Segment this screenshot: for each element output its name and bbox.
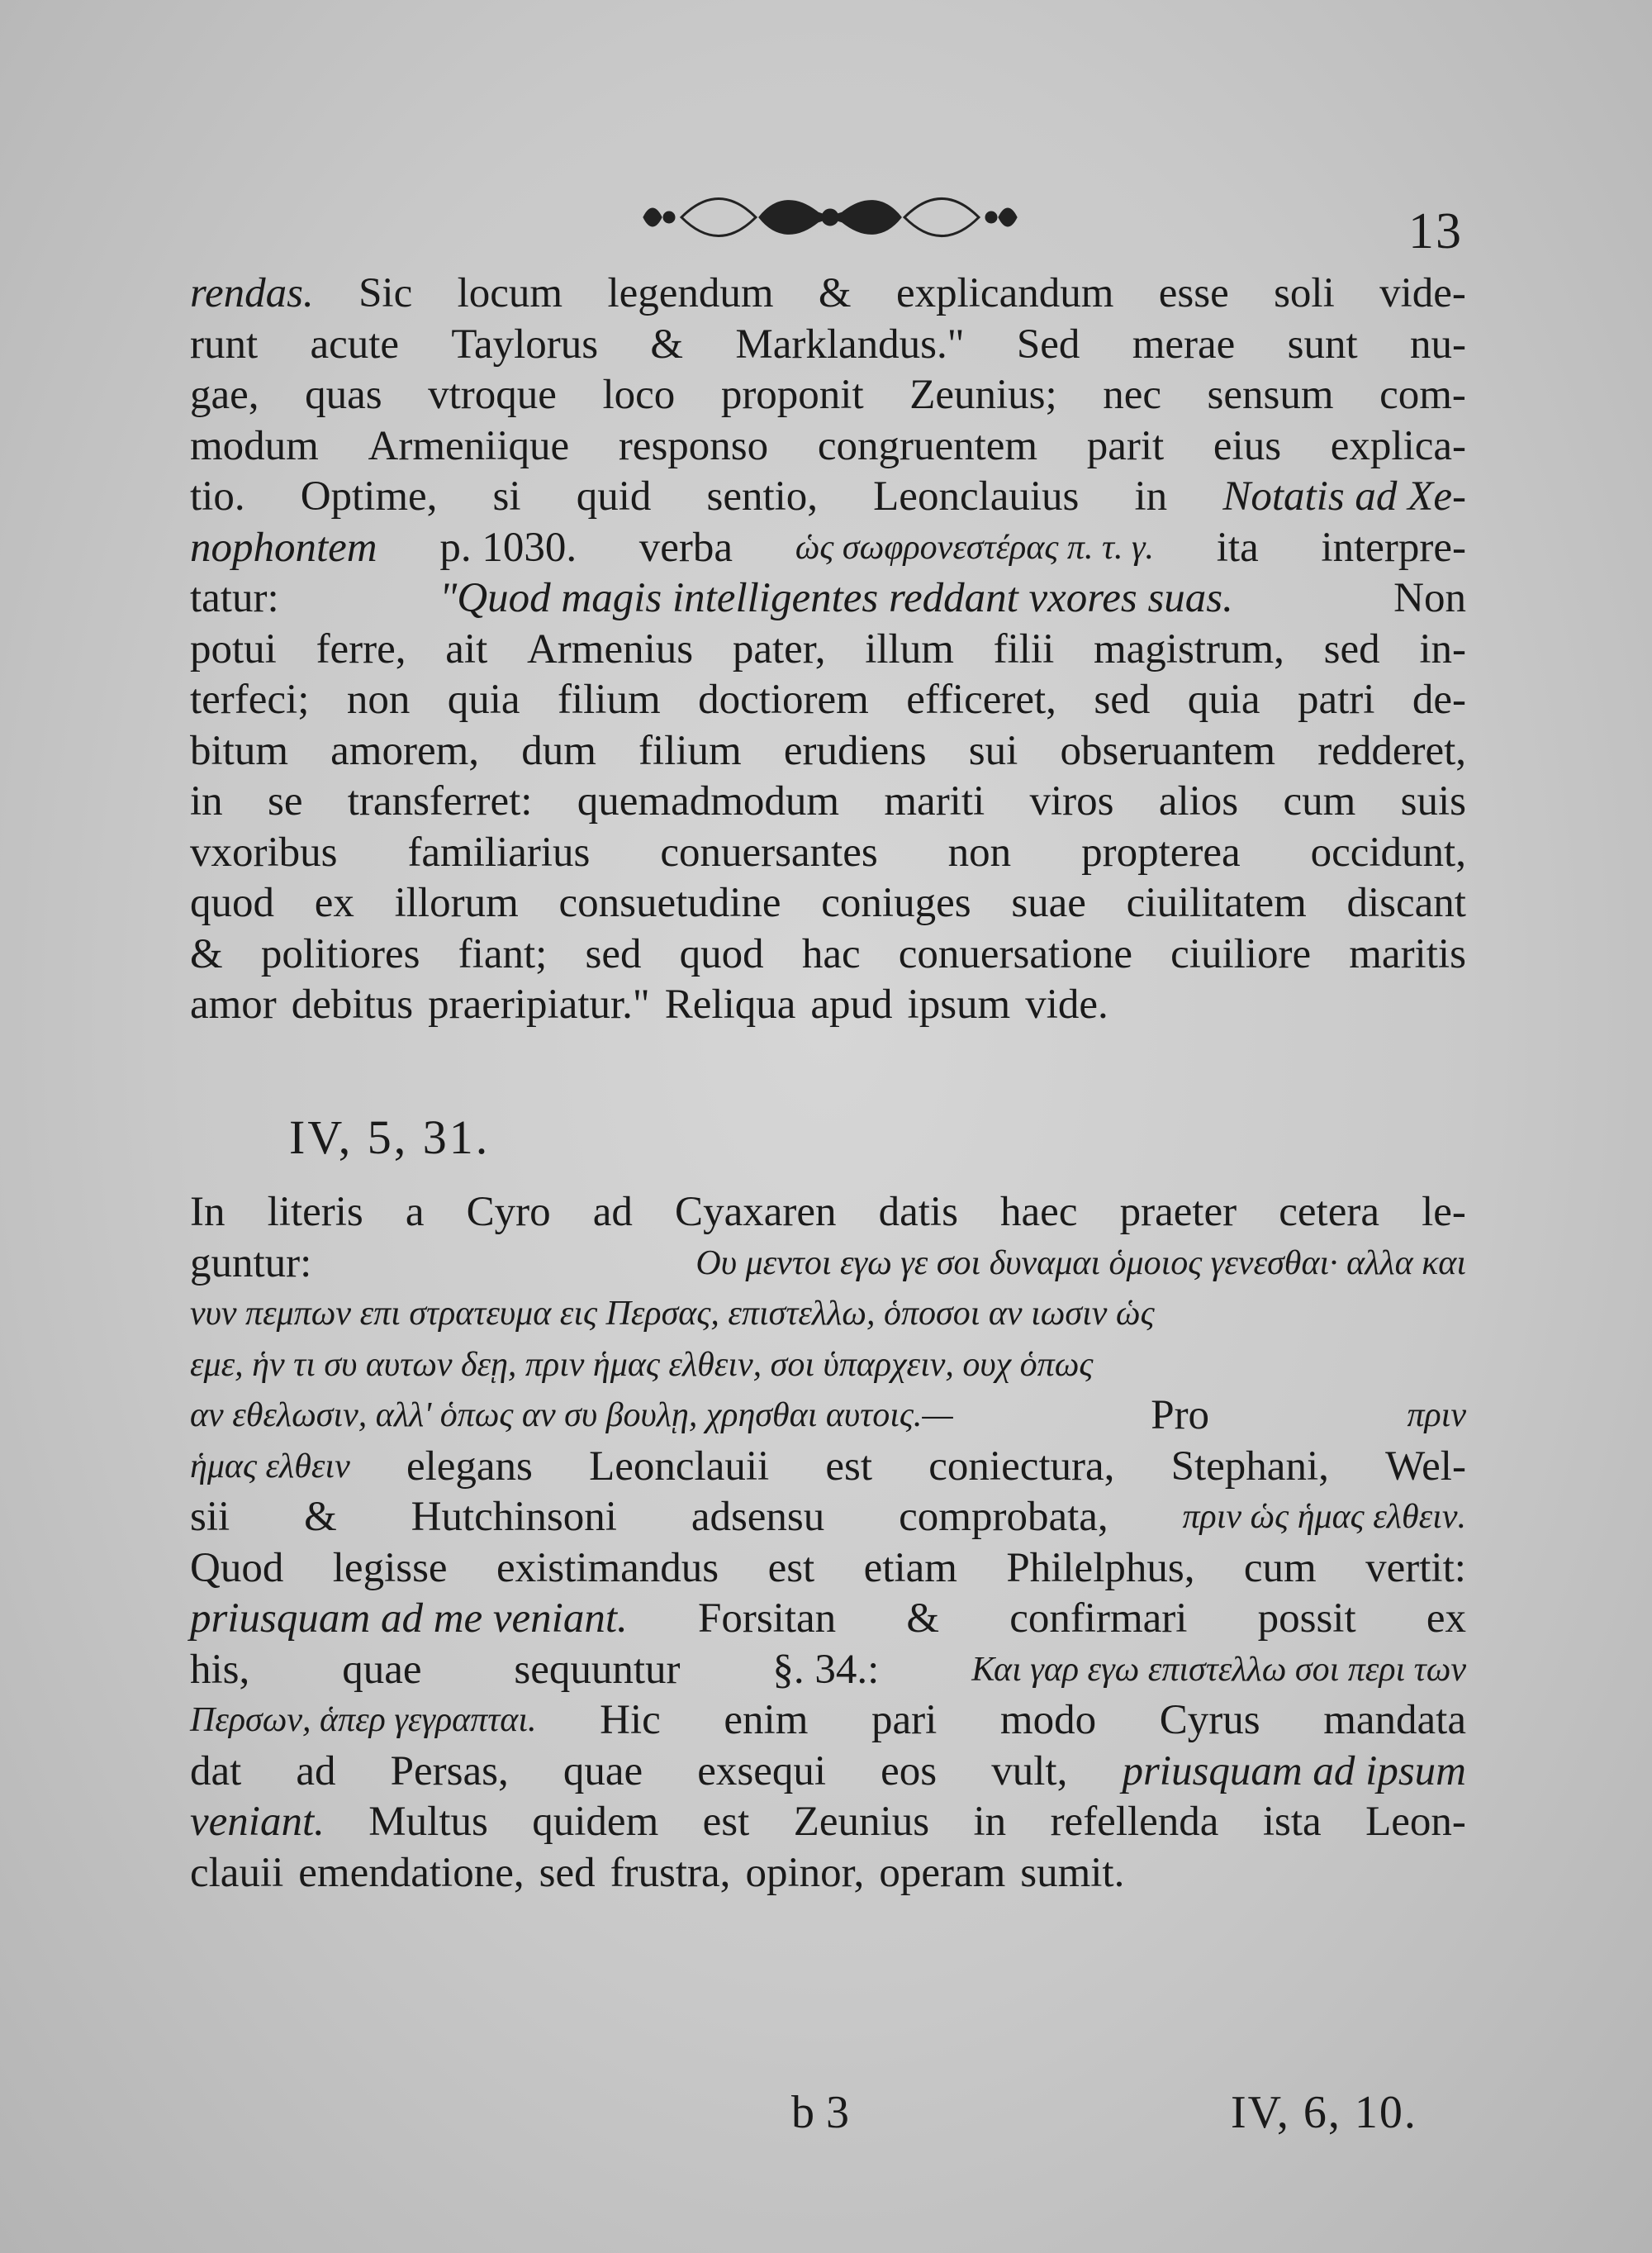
word: εμε, ἡν τι συ αυτων δεῃ, πριν ἡμας ελθειν, σοι ὑπαρχειν, ουχ ὁπως — [190, 1345, 1094, 1384]
word: ciuilitatem — [1126, 880, 1307, 926]
word: sumit. — [1020, 1849, 1125, 1896]
word: ista — [1262, 1799, 1322, 1845]
word: emendatione, — [298, 1849, 525, 1896]
word: ὡς σωφρονεστέρας π. τ. γ. — [795, 528, 1155, 567]
word: Taylorus — [451, 321, 599, 368]
word: in — [973, 1799, 1007, 1845]
word: In — [190, 1189, 225, 1235]
text-line — [190, 472, 1466, 523]
word: ad — [296, 1747, 336, 1794]
word: vxoribus — [190, 829, 338, 876]
word: Quod — [190, 1544, 284, 1591]
word: se — [267, 778, 303, 825]
word: est — [767, 1544, 815, 1591]
word: Marklandus." — [735, 321, 965, 368]
word: eius — [1213, 422, 1282, 469]
word: etiam — [863, 1544, 957, 1591]
word: debitus — [291, 982, 414, 1028]
word: sensum — [1207, 372, 1334, 418]
word: sii — [190, 1494, 230, 1540]
word: Και γαρ εγω επιστελλω σοι περι των — [971, 1650, 1466, 1689]
word: veniant. — [190, 1799, 325, 1845]
word: tatur: — [190, 575, 279, 621]
word: congruentem — [817, 422, 1038, 469]
word: viros — [1029, 778, 1114, 825]
word: §. 34.: — [772, 1646, 880, 1693]
word: familiarius — [407, 829, 591, 876]
word: Sed — [1016, 321, 1080, 368]
word: πριν ὡς ἡμας ελθειν. — [1182, 1498, 1466, 1536]
word: magistrum, — [1093, 625, 1284, 673]
word: erudiens — [783, 727, 927, 774]
word: mandata — [1323, 1697, 1466, 1743]
word: operam — [879, 1849, 1006, 1896]
word: praeter — [1119, 1189, 1237, 1235]
word: explicandum — [895, 270, 1114, 316]
word: Philelphus, — [1006, 1544, 1195, 1591]
word: non — [346, 677, 411, 723]
text-line — [190, 1340, 1466, 1391]
word: alios — [1158, 778, 1239, 825]
word: sed — [1094, 677, 1151, 723]
word: terfeci; — [190, 677, 310, 723]
text-line — [190, 1390, 1466, 1442]
word: legendum — [607, 270, 774, 316]
word: illum — [865, 625, 954, 673]
word: filium — [638, 727, 742, 774]
word: existimandus — [496, 1544, 719, 1591]
word: Leonclauii — [589, 1443, 770, 1490]
word: bitum — [190, 727, 289, 774]
word: sequuntur — [514, 1646, 681, 1693]
word: Armeniique — [368, 422, 570, 469]
word: Zeunius; — [909, 372, 1057, 418]
text-line — [190, 1238, 1466, 1290]
word: in — [1134, 473, 1168, 520]
word: a — [405, 1189, 425, 1235]
paragraph-2 — [190, 1187, 1466, 1899]
word: quae — [342, 1646, 422, 1693]
word: Wel- — [1385, 1443, 1466, 1490]
page-number: 13 — [1408, 203, 1463, 259]
word: vide. — [1025, 982, 1108, 1028]
word: elegans — [406, 1443, 533, 1490]
word: πριν — [1407, 1396, 1466, 1434]
word: opinor, — [745, 1849, 865, 1896]
word: doctiorem — [698, 677, 869, 723]
word: in — [190, 778, 223, 825]
word: politiores — [260, 930, 420, 977]
word: esse — [1158, 270, 1229, 316]
word: est — [702, 1799, 750, 1845]
word: quae — [563, 1747, 643, 1794]
word: loco — [602, 372, 676, 418]
word: locum — [457, 270, 563, 316]
word: Leonclauius — [873, 473, 1080, 520]
word: Persas, — [390, 1747, 509, 1794]
word: Pro — [1151, 1392, 1210, 1438]
section-heading: IV, 5, 31. — [289, 1110, 491, 1164]
word: redderet, — [1317, 727, 1466, 774]
word: pari — [871, 1697, 938, 1743]
word: Leon- — [1365, 1799, 1466, 1845]
word: comprobata, — [899, 1494, 1108, 1540]
paragraph-1 — [190, 269, 1466, 1031]
word: praeripiatur." — [428, 982, 650, 1028]
word: quemadmodum — [577, 778, 840, 825]
word: propterea — [1081, 829, 1241, 876]
word: possit — [1257, 1595, 1356, 1642]
word: & — [650, 321, 684, 368]
text-line — [190, 777, 1466, 828]
word: enim — [724, 1697, 809, 1743]
word: le- — [1422, 1189, 1466, 1235]
word: clauii — [190, 1849, 284, 1896]
word: verba — [638, 524, 733, 571]
word: quid — [576, 473, 652, 520]
word: interpre- — [1321, 524, 1466, 571]
text-line — [190, 675, 1466, 726]
word: filium — [557, 677, 661, 723]
word: Περσων, ἁπερ γεγραπται. — [190, 1701, 537, 1739]
word: efficeret, — [906, 677, 1056, 723]
word: cetera — [1279, 1189, 1379, 1235]
word: Reliqua — [664, 982, 796, 1028]
text-line — [190, 878, 1466, 929]
word: Zeunius — [793, 1799, 930, 1845]
word: & — [818, 270, 852, 316]
text-line — [190, 1695, 1466, 1747]
word: cum — [1243, 1544, 1317, 1591]
word: rendas. — [190, 270, 314, 316]
word: Ου μεντοι εγω γε σοι δυναμαι ὁμοιος γενεσθαι· αλλα και — [695, 1243, 1466, 1282]
word: vertit: — [1365, 1544, 1466, 1591]
word: vide- — [1379, 270, 1466, 316]
word: αν εθελωσιν, αλλ' ὁπως αν συ βουλῃ, χρησθαι αυτοις.— — [190, 1396, 953, 1434]
word: Sic — [358, 270, 413, 316]
word: consuetudine — [558, 880, 781, 926]
word: merae — [1132, 321, 1236, 368]
word: nophontem — [190, 524, 377, 571]
text-line — [190, 1492, 1466, 1543]
word: & — [190, 930, 223, 977]
word: quia — [1187, 677, 1260, 723]
text-line — [190, 1848, 1466, 1899]
word: priusquam ad ipsum — [1122, 1747, 1466, 1794]
word: sunt — [1287, 321, 1358, 368]
word: Non — [1393, 575, 1466, 621]
word: discant — [1346, 880, 1466, 926]
word: pater, — [732, 625, 826, 673]
word: suis — [1400, 778, 1466, 825]
word: Optime, — [300, 473, 438, 520]
word: sed — [585, 930, 642, 977]
word: com- — [1379, 372, 1466, 418]
word: transferret: — [347, 778, 533, 825]
word: sui — [968, 727, 1018, 774]
word: "Quod magis intelligentes reddant vxores suas. — [439, 575, 1233, 621]
ornament-icon — [636, 188, 1024, 246]
word: si — [492, 473, 521, 520]
word: frustra, — [610, 1849, 731, 1896]
word: obseruantem — [1060, 727, 1276, 774]
word: vtroque — [428, 372, 557, 418]
text-line — [190, 1645, 1466, 1696]
word: tio. — [190, 473, 245, 520]
word: illorum — [394, 880, 519, 926]
word: potui — [190, 625, 277, 673]
word: hac — [801, 930, 861, 977]
word: p. 1030. — [439, 524, 577, 571]
text-line — [190, 269, 1466, 320]
word: eos — [881, 1747, 938, 1794]
text-line — [190, 929, 1466, 981]
text-line — [190, 1289, 1466, 1340]
word: adsensu — [691, 1494, 825, 1540]
word: cum — [1283, 778, 1356, 825]
text-line — [190, 1187, 1466, 1238]
word: fiant; — [458, 930, 548, 977]
word: & — [906, 1595, 939, 1642]
word: mariti — [884, 778, 985, 825]
word: ita — [1216, 524, 1259, 571]
text-line — [190, 726, 1466, 777]
word: de- — [1412, 677, 1466, 723]
word: νυν πεμπων επι στρατευμα εις Περσας, επιστελλω, ὁποσοι αν ιωσιν ὡς — [190, 1295, 1155, 1333]
word: ait — [445, 625, 488, 673]
word: ferre, — [316, 625, 406, 673]
word: proponit — [720, 372, 864, 418]
word: Cyrus — [1159, 1697, 1260, 1743]
word: & — [304, 1494, 337, 1540]
word: occidunt, — [1310, 829, 1466, 876]
word: Stephani, — [1170, 1443, 1329, 1490]
word: runt — [190, 321, 259, 368]
word: conuersantes — [660, 829, 878, 876]
word: coniuges — [821, 880, 971, 926]
word: soli — [1274, 270, 1335, 316]
word: ipsum — [907, 982, 1011, 1028]
word: vult, — [991, 1747, 1068, 1794]
word: filii — [993, 625, 1055, 673]
word: ad — [592, 1189, 633, 1235]
word: nu- — [1409, 321, 1466, 368]
text-line — [190, 1442, 1466, 1493]
word: Multus — [368, 1799, 488, 1845]
word: dum — [521, 727, 596, 774]
word: Cyaxaren — [675, 1189, 837, 1235]
word: legisse — [332, 1544, 448, 1591]
word: guntur: — [190, 1239, 312, 1286]
text-line — [190, 625, 1466, 676]
word: Armenius — [526, 625, 694, 673]
text-line — [190, 523, 1466, 574]
word: quod — [679, 930, 764, 977]
word: maritis — [1349, 930, 1466, 977]
word: explica- — [1330, 422, 1466, 469]
word: Forsitan — [697, 1595, 837, 1642]
word: Hutchinsoni — [411, 1494, 617, 1540]
word: exsequi — [697, 1747, 827, 1794]
word: sed — [539, 1849, 596, 1896]
word: Notatis ad Xe- — [1222, 473, 1466, 520]
word: literis — [267, 1189, 363, 1235]
word: dat — [190, 1747, 242, 1794]
word: sentio, — [706, 473, 819, 520]
text-line — [190, 1797, 1466, 1848]
signature-mark: b 3 — [791, 2087, 849, 2138]
word: ex — [1426, 1595, 1466, 1642]
text-line — [190, 1747, 1466, 1798]
word: coniectura, — [928, 1443, 1115, 1490]
text-line — [190, 1543, 1466, 1595]
catchword: IV, 6, 10. — [1231, 2087, 1417, 2138]
word: responso — [618, 422, 769, 469]
text-line — [190, 828, 1466, 879]
word: ex — [314, 880, 354, 926]
word: Cyro — [466, 1189, 551, 1235]
word: haec — [1000, 1189, 1078, 1235]
word: sed — [1323, 625, 1380, 673]
word: apud — [810, 982, 893, 1028]
word: modo — [999, 1697, 1097, 1743]
word: parit — [1086, 422, 1165, 469]
word: quidem — [532, 1799, 659, 1845]
word: gae, — [190, 372, 259, 418]
word: quas — [305, 372, 382, 418]
word: patri — [1297, 677, 1375, 723]
text-line — [190, 980, 1466, 1031]
word: refellenda — [1050, 1799, 1219, 1845]
word: amor — [190, 982, 277, 1028]
word: datis — [878, 1189, 958, 1235]
word: est — [825, 1443, 873, 1490]
word: conuersatione — [898, 930, 1132, 977]
text-line — [190, 573, 1466, 625]
word: acute — [310, 321, 400, 368]
word: amorem, — [330, 727, 480, 774]
word: ciuiliore — [1170, 930, 1312, 977]
text-line — [190, 1594, 1466, 1645]
word: modum — [190, 422, 319, 469]
text-line — [190, 370, 1466, 421]
word: ἡμας ελθειν — [190, 1447, 350, 1485]
text-line — [190, 421, 1466, 473]
text-line — [190, 320, 1466, 371]
word: confirmari — [1009, 1595, 1188, 1642]
word: Hic — [600, 1697, 661, 1743]
word: priusquam ad me veniant. — [190, 1595, 628, 1642]
word: his, — [190, 1646, 250, 1693]
word: quia — [447, 677, 520, 723]
word: nec — [1103, 372, 1161, 418]
word: suae — [1011, 880, 1086, 926]
word: quod — [190, 880, 274, 926]
word: in- — [1419, 625, 1466, 673]
word: non — [947, 829, 1012, 876]
